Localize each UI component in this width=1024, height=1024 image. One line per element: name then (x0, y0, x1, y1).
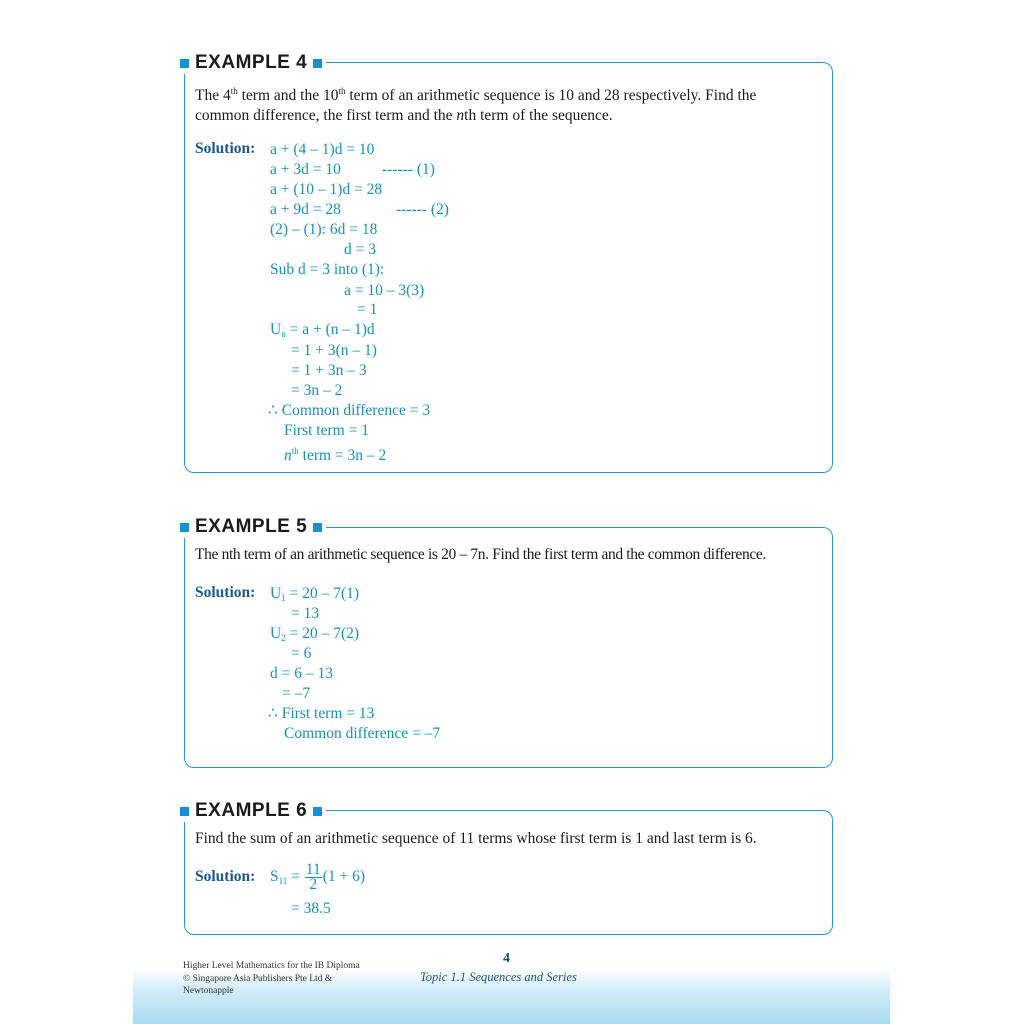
square-bullet-icon (180, 59, 189, 68)
solution-line: $U_n = a + (n - 1)d$ (270, 321, 375, 339)
example-4-problem: The 4th term and the 10th term of an arithmetic sequence is 10 and 28 respectively. Find the common difference, the first term and the nth term of the sequence. (195, 86, 757, 125)
equation-tag: ------ (1) (382, 161, 435, 178)
solution-line: d = 3 (344, 241, 376, 258)
square-bullet-icon (313, 59, 322, 68)
example-6-header (180, 800, 326, 822)
conclusion-line: $n^{th}$ term = 3n – 2 (284, 446, 387, 465)
page-number: 4 (503, 951, 510, 966)
example-6-problem: Find the sum of an arithmetic sequence of 11 terms whose first term is 1 and last term is 6. (195, 830, 757, 847)
square-bullet-icon (180, 807, 189, 816)
solution-line: a + 9d = 28 (270, 201, 341, 218)
solution-line: (2) – (1): 6d = 18 (270, 221, 378, 238)
solution-line: = 3n – 2 (291, 382, 343, 399)
footer-credits: Higher Level Mathematics for the IB Diploma © Singapore Asia Publishers Pte Ltd & Newtonapple (183, 961, 360, 996)
solution-line: a + (10 – 1)d = 28 (270, 181, 383, 198)
fraction: $\frac{11}{2}$ (305, 860, 321, 893)
solution-line: = 6 (291, 645, 312, 662)
square-bullet-icon (180, 523, 189, 532)
solution-line: a + 3d = 10 (270, 161, 341, 178)
solution-line: = 13 (291, 605, 320, 622)
solution-line: = 1 (357, 301, 378, 318)
square-bullet-icon (313, 807, 322, 816)
solution-line: = –7 (282, 685, 311, 702)
conclusion-line: ∴ Common difference = 3 (268, 402, 431, 419)
solution-line: a = 10 – 3(3) (344, 282, 425, 299)
example-6-solution-label: Solution: (195, 868, 256, 885)
example-4-title: EXAMPLE 4 (195, 52, 308, 73)
square-bullet-icon (313, 523, 322, 532)
conclusion-line: First term = 1 (284, 422, 369, 439)
solution-line: Sub d = 3 into (1): (270, 261, 385, 278)
solution-line: a + (4 – 1)d = 10 (270, 141, 375, 158)
solution-line: = 1 + 3n – 3 (291, 362, 367, 379)
example-5-problem: The nth term of an arithmetic sequence is 20 – 7n. Find the first term and the common difference. (195, 546, 766, 563)
solution-line: $U_2 = 20 - 7(2)$ (270, 625, 360, 643)
solution-line: = 1 + 3(n – 1) (291, 342, 377, 359)
equation-tag: ------ (2) (396, 201, 449, 218)
solution-line: $U_1 = 20 - 7(1)$ (270, 585, 360, 603)
example-4-header (180, 52, 326, 74)
solution-line: $S_{11}$ = $\frac{11}{2}$ (1 + 6) (270, 860, 366, 893)
solution-line: = 38.5 (291, 900, 331, 917)
solution-line: d = 6 – 13 (270, 665, 333, 682)
footer-topic: Topic 1.1 Sequences and Series (420, 970, 577, 984)
example-6-title: EXAMPLE 6 (195, 800, 308, 821)
example-4-solution-label: Solution: (195, 140, 256, 157)
example-5-header (180, 516, 326, 538)
example-5-title: EXAMPLE 5 (195, 516, 308, 537)
example-5-solution-label: Solution: (195, 584, 256, 601)
conclusion-line: Common difference = –7 (284, 725, 441, 742)
conclusion-line: ∴ First term = 13 (268, 705, 375, 722)
